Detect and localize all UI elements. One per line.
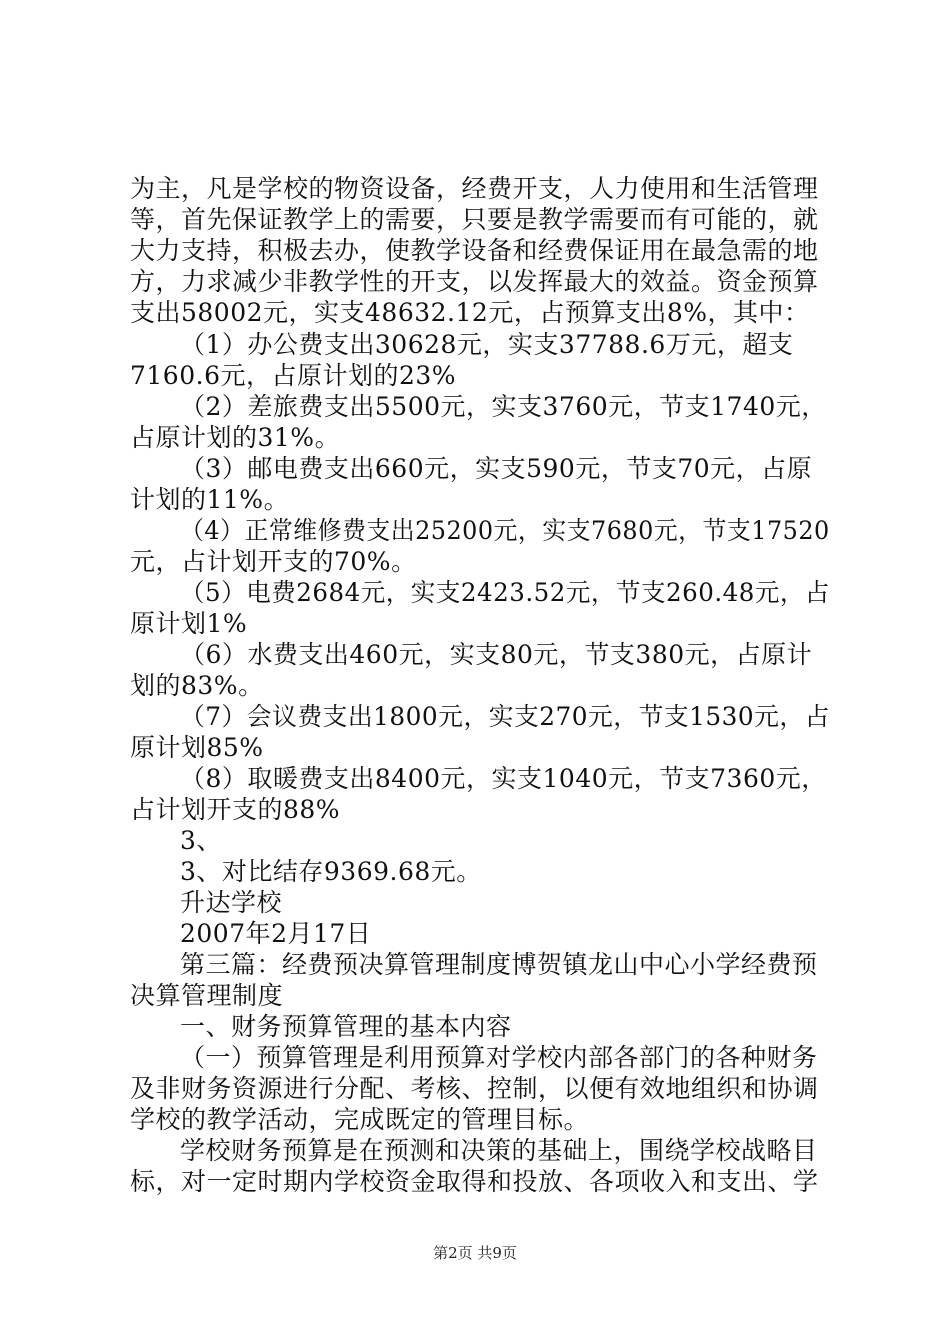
text-line: 原计划85% [130, 733, 264, 762]
text-line: 支出58002元，实支48632.12元，占预算支出8%，其中： [130, 298, 810, 327]
text-line: 元，占计划开支的70%。 [130, 547, 417, 576]
subheading: 一、财务预算管理的基本内容 [180, 1012, 512, 1041]
text-line: （1）办公费支出30628元，实支37788.6万元，超支 [180, 330, 794, 359]
text-line: 方，力求减少非教学性的开支，以发挥最大的效益。资金预算 [130, 267, 819, 296]
section-heading-cont: 决算管理制度 [130, 981, 284, 1010]
text-line: 原计划1% [130, 609, 248, 638]
text-line: 学校的教学活动，完成既定的管理目标。 [130, 1105, 590, 1134]
text-line: （4）正常维修费支出25200元，实支7680元，节支17520 [180, 516, 830, 545]
text-line: 大力支持，积极去办，使教学设备和经费保证用在最急需的地 [130, 236, 819, 265]
text-line: （7）会议费支出1800元，实支270元，节支1530元，占 [180, 702, 830, 731]
text-line: 学校财务预算是在预测和决策的基础上，围绕学校战略目 [180, 1136, 818, 1165]
text-line: （3）邮电费支出660元，实支590元，节支70元，占原 [180, 454, 813, 483]
page-footer: 第2页 共9页 [433, 1244, 517, 1262]
text-line: 为主，凡是学校的物资设备，经费开支，人力使用和生活管理 [130, 174, 819, 203]
text-line: （8）取暖费支出8400元，实支1040元，节支7360元， [180, 764, 827, 793]
text-line: 3、 [180, 826, 222, 855]
text-line: （一）预算管理是利用预算对学校内部各部门的各种财务 [180, 1043, 818, 1072]
text-line: 3、对比结存9369.68元。 [180, 857, 482, 886]
section-heading: 第三篇：经费预决算管理制度博贺镇龙山中心小学经费预 [180, 950, 818, 979]
text-line: 计划的11%。 [130, 485, 290, 514]
text-line: 划的83%。 [130, 671, 264, 700]
text-line: 标，对一定时期内学校资金取得和投放、各项收入和支出、学 [130, 1167, 819, 1196]
text-line: 及非财务资源进行分配、考核、控制，以便有效地组织和协调 [130, 1074, 819, 1103]
text-line: （2）差旅费支出5500元，实支3760元，节支1740元， [180, 392, 827, 421]
text-line: 占原计划的31%。 [130, 423, 341, 452]
text-line: 占计划开支的88% [130, 795, 341, 824]
text-line: （5）电费2684元，实支2423.52元，节支260.48元，占 [180, 578, 830, 607]
text-line: 升达学校 [180, 888, 283, 917]
text-line: 2007年2月17日 [180, 919, 372, 948]
text-line: 7160.6元，占原计划的23% [130, 361, 457, 390]
text-line: 等，首先保证教学上的需要，只要是教学需要而有可能的，就 [130, 205, 819, 234]
text-line: （6）水费支出460元，实支80元，节支380元，占原计 [180, 640, 813, 669]
